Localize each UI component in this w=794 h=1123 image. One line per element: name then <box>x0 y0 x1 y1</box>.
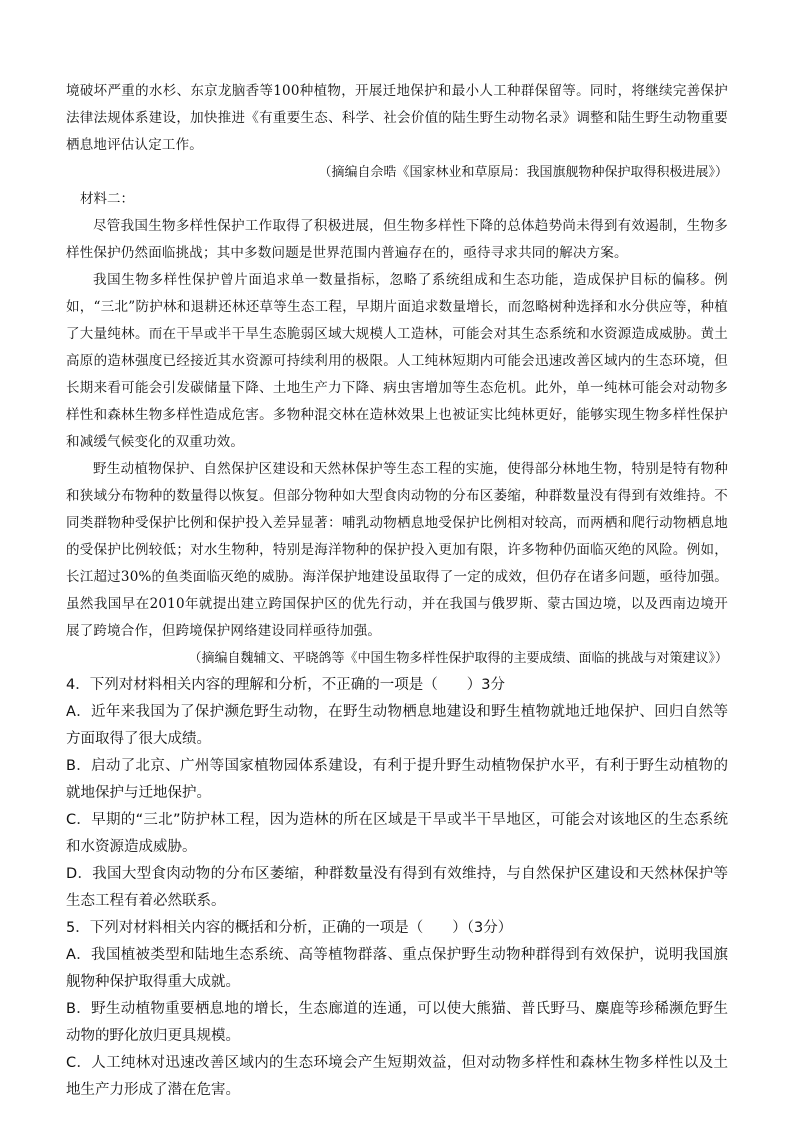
material2-paragraph: 野生动植物保护、自然保护区建设和天然林保护等生态工程的实施，使得部分林地生物，特别是特有物种和狭域分布物种的数量得以恢复。但部分物种如大型食肉动物的分布区萎缩，种群数量没有得到有效维持。不同类群物种受保护比例和保护投入差异显著：哺乳动物栖息地受保护比例相对较高，而两栖和爬行动物栖息地的受保护比例较低；对水生物种，特别是海洋物种的保护投入更加有限，许多物种仍面临灭绝的风险。例如，长江超过30%的鱼类面临灭绝的威胁。海洋保护地建设虽取得了一定的成效，但仍存在诸多问题，亟待加强。虽然我国早在2010年就提出建立跨国保护区的优先行动，并在我国与俄罗斯、蒙古国边境，以及西南边境开展了跨境合作，但跨境保护网络建设同样亟待加强。 <box>66 461 728 639</box>
question-5-option-a: A．我国植被类型和陆地生态系统、高等植物群落、重点保护野生动物种群得到有效保护，说明我国旗舰物种保护取得重大成就。 <box>66 947 728 990</box>
material2-paragraph: 我国生物多样性保护曾片面追求单一数量指标，忽略了系统组成和生态功能，造成保护目标的偏移。例如，“三北”防护林和退耕还林还草等生态工程，早期片面追求数量增长，而忽略树种选择和水分供应等，种植了大量纯林。而在干旱或半干旱生态脆弱区域大规模人工造林，可能会对其生态系统和水资源造成威胁。黄土高原的造林强度已经接近其水资源可持续利用的极限。人工纯林短期内可能会迅速改善区域内的生态环境，但长期来看可能会引发碳储量下降、土地生产力下降、病虫害增加等生态危机。此外，单一纯林可能会对动物多样性和森林生物多样性造成危害。多物种混交林在造林效果上也被证实比纯林更好，能够实现生物多样性保护和减缓气候变化的双重功效。 <box>66 272 728 450</box>
material1-tail-paragraph: 境破坏严重的水杉、东京龙脑香等100种植物，开展迁地保护和最小人工种群保留等。同时，将继续完善保护法律法规体系建设，加快推进《有重要生态、科学、社会价值的陆生野生动物名录》调整和陆生野生动物重要栖息地评估认定工作。 <box>66 83 728 153</box>
document-page <box>66 78 728 1104</box>
question-5-option-b: B．野生动植物重要栖息地的增长，生态廊道的连通，可以使大熊猫、普氏野马、麋鹿等珍稀濒危野生动物的野化放归更具规模。 <box>66 1001 728 1044</box>
question-4-option-d: D．我国大型食肉动物的分布区萎缩，种群数量没有得到有效维持，与自然保护区建设和天然林保护等生态工程有着必然联系。 <box>66 866 728 909</box>
material2-paragraph: 尽管我国生物多样性保护工作取得了积极进展，但生物多样性下降的总体趋势尚未得到有效遏制，生物多样性保护仍然面临挑战；其中多数问题是世界范围内普遍存在的，亟待寻求共同的解决方案。 <box>66 218 728 261</box>
question-5-option-c: C．人工纯林对迅速改善区域内的生态环境会产生短期效益，但对动物多样性和森林生物多样性以及土地生产力形成了潜在危害。 <box>66 1055 728 1098</box>
material1-source: （摘编自佘晧《国家林业和草原局：我国旗舰物种保护取得积极进展》） <box>318 165 728 180</box>
question-4-stem: 4．下列对材料相关内容的理解和分析，不正确的一项是（ ）3分 <box>66 677 505 693</box>
question-4-option-c: C．早期的“三北”防护林工程，因为造林的所在区域是干旱或半干旱地区，可能会对该地区的生态系统和水资源造成威胁。 <box>66 812 728 855</box>
material2-source: （摘编自魏辅文、平晓鸽等《中国生物多样性保护取得的主要成绩、面临的挑战与对策建议》） <box>188 651 728 666</box>
question-4-option-a: A．近年来我国为了保护濒危野生动物，在野生动物栖息地建设和野生植物就地迁地保护、回归自然等方面取得了很大成绩。 <box>66 704 728 747</box>
question-4-option-b: B．启动了北京、广州等国家植物园体系建设，有利于提升野生动植物保护水平，有利于野生动植物的就地保护与迁地保护。 <box>66 758 728 801</box>
question-5-stem: 5．下列对材料相关内容的概括和分析，正确的一项是（ ）（3分） <box>66 920 513 936</box>
material2-label: 材料二： <box>80 191 134 207</box>
